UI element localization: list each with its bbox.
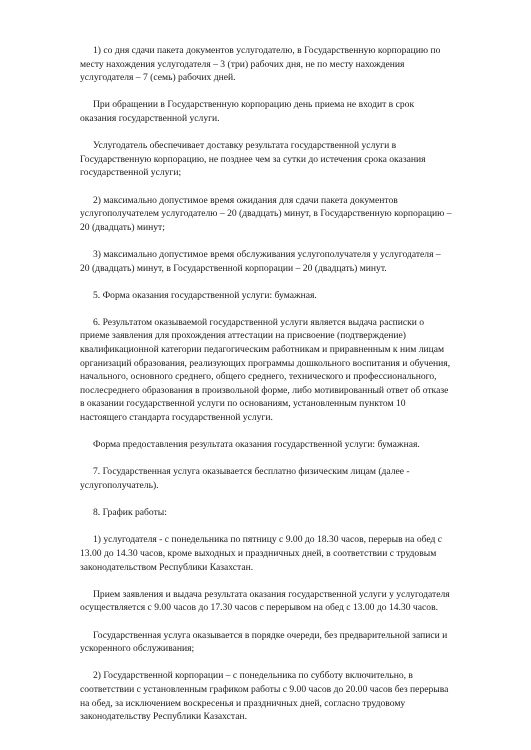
text-line: начального, основного среднего, общего среднего, технического и профессионального, bbox=[80, 371, 437, 383]
paragraph bbox=[80, 248, 500, 275]
paragraph bbox=[80, 289, 500, 303]
text-line: ускоренного обслуживания; bbox=[80, 643, 195, 655]
text-line: в оказании государственной услуги по основаниям, установленным пунктом 10 bbox=[80, 398, 406, 410]
text-line: 1) со дня сдачи пакета документов услугодателю, в Государственную корпорацию по bbox=[93, 45, 441, 56]
text-line: 20 (двадцать) минут; bbox=[80, 221, 165, 233]
paragraph bbox=[80, 98, 500, 125]
text-line: государственной услуги; bbox=[80, 167, 182, 179]
text-line: При обращении в Государственную корпорацию день приема не входит в срок bbox=[93, 99, 415, 111]
text-line: 5. Форма оказания государственной услуги: бумажная. bbox=[93, 289, 317, 301]
text-line: 6. Результатом оказываемой государственной услуги является выдача расписки о bbox=[93, 316, 425, 328]
text-line: 3) максимально допустимое время обслуживания услугополучателя у услугодателя – bbox=[93, 248, 441, 260]
document-body bbox=[80, 44, 500, 737]
text-line: оказания государственной услуги. bbox=[80, 112, 220, 124]
text-line: 2) максимально допустимое время ожидания для сдачи пакета документов bbox=[93, 194, 398, 206]
paragraph bbox=[80, 669, 500, 723]
paragraph bbox=[80, 44, 500, 85]
text-line: 13.00 до 14.30 часов, кроме выходных и праздничных дней, в соответствии с трудовым bbox=[80, 547, 437, 559]
text-line: законодательством Республики Казахстан. bbox=[80, 561, 254, 573]
paragraph bbox=[80, 194, 500, 235]
text-line: услугодателя – 7 (семь) рабочих дней. bbox=[80, 72, 236, 84]
paragraph bbox=[80, 506, 500, 520]
paragraph bbox=[80, 533, 500, 574]
text-line: Услугодатель обеспечивает доставку результата государственной услуги в bbox=[93, 140, 397, 152]
text-line: месту нахождения услугодателя – 3 (три) рабочих дня, не по месту нахождения bbox=[80, 58, 405, 70]
text-line: Государственную корпорацию, не позднее чем за сутки до истечения срока оказания bbox=[80, 153, 426, 165]
text-line: 7. Государственная услуга оказывается бесплатно физическим лицам (далее - bbox=[93, 466, 410, 478]
paragraph bbox=[80, 588, 500, 615]
text-line: 2) Государственной корпорации – с понедельника по субботу включительно, в bbox=[93, 670, 413, 682]
text-line: Форма предоставления результата оказания государственной услуги: бумажная. bbox=[93, 439, 420, 451]
text-line: организаций образования, реализующих программы дошкольного воспитания и обучения, bbox=[80, 357, 451, 369]
text-line: на обед, за исключением воскресенья и праздничных дней, согласно трудовому bbox=[80, 697, 406, 709]
paragraph bbox=[80, 139, 500, 180]
text-line: Государственная услуга оказывается в порядке очереди, без предварительной записи и bbox=[93, 629, 448, 641]
text-line: услугополучатель). bbox=[80, 480, 159, 491]
text-line: осуществляется с 9.00 часов до 17.30 часов с перерывом на обед с 13.00 до 14.30 часов. bbox=[80, 602, 438, 614]
text-line: законодательству Республики Казахстан. bbox=[80, 711, 248, 723]
text-line: 20 (двадцать) минут, в Государственной корпорации – 20 (двадцать) минут. bbox=[80, 262, 387, 274]
paragraph bbox=[80, 465, 500, 492]
text-line: 8. График работы: bbox=[93, 507, 167, 519]
paragraph bbox=[80, 316, 500, 425]
paragraph bbox=[80, 629, 500, 656]
paragraph bbox=[80, 438, 500, 452]
text-line: приеме заявления для прохождения аттестации на присвоение (подтверждение) bbox=[80, 330, 406, 342]
text-line: услугополучателем услугодателю – 20 (двадцать) минут, в Государственную корпорацию – bbox=[80, 208, 452, 220]
text-line: соответствии с установленным графиком работы с 9.00 часов до 20.00 часов без перерыва bbox=[80, 683, 449, 695]
text-line: Прием заявления и выдача результата оказания государственной услуги у услугодателя bbox=[93, 588, 450, 600]
text-line: послесреднего образования в произвольной форме, либо мотивированный ответ об отказе bbox=[80, 384, 449, 396]
text-line: квалификационной категории педагогическим работникам и приравненным к ним лицам bbox=[80, 344, 445, 356]
text-line: настоящего стандарта государственной услуги. bbox=[80, 412, 273, 424]
text-line: 1) услугодателя - с понедельника по пятницу с 9.00 до 18.30 часов, перерыв на обед с bbox=[93, 534, 443, 546]
